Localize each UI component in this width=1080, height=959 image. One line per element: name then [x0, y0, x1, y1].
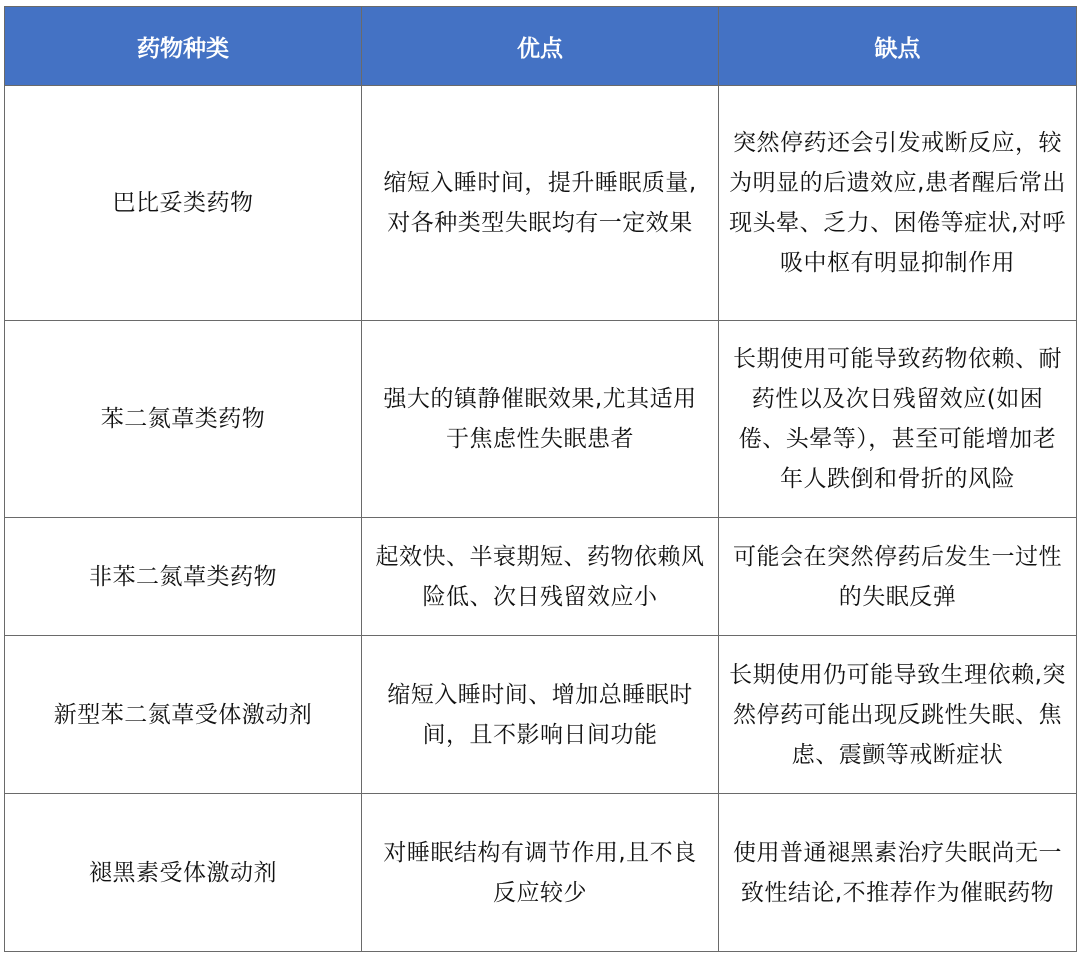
- advantages-cell: 强大的镇静催眠效果,尤其适用于焦虑性失眠患者: [362, 321, 719, 518]
- table-row: [5, 86, 1077, 321]
- disadvantages-cell: 可能会在突然停药后发生一过性的失眠反弹: [719, 518, 1077, 636]
- disadvantages-cell: 突然停药还会引发戒断反应，较为明显的后遗效应,患者醒后常出现头晕、乏力、困倦等症状,对呼吸中枢有明显抑制作用: [719, 86, 1077, 321]
- advantages-cell: 起效快、半衰期短、药物依赖风险低、次日残留效应小: [362, 518, 719, 636]
- advantages-cell: 对睡眠结构有调节作用,且不良反应较少: [362, 794, 719, 952]
- table-row: [5, 794, 1077, 952]
- drug-type-cell: 巴比妥类药物: [5, 86, 362, 321]
- disadvantages-cell: 长期使用仍可能导致生理依赖,突然停药可能出现反跳性失眠、焦虑、震颤等戒断症状: [719, 636, 1077, 794]
- drug-type-cell: 新型苯二氮䓬受体激动剂: [5, 636, 362, 794]
- drug-type-cell: 褪黑素受体激动剂: [5, 794, 362, 952]
- table-row: [5, 518, 1077, 636]
- disadvantages-cell: 长期使用可能导致药物依赖、耐药性以及次日残留效应(如困倦、头晕等），甚至可能增加老年人跌倒和骨折的风险: [719, 321, 1077, 518]
- disadvantages-cell: 使用普通褪黑素治疗失眠尚无一致性结论,不推荐作为催眠药物: [719, 794, 1077, 952]
- table-header: [5, 7, 1077, 86]
- header-advantages: 优点: [362, 7, 719, 86]
- drug-type-cell: 非苯二氮䓬类药物: [5, 518, 362, 636]
- header-drug-type: 药物种类: [5, 7, 362, 86]
- drug-type-cell: 苯二氮䓬类药物: [5, 321, 362, 518]
- table-body: [5, 86, 1077, 952]
- advantages-cell: 缩短入睡时间、增加总睡眠时间，且不影响日间功能: [362, 636, 719, 794]
- drug-comparison-table: [4, 6, 1077, 952]
- header-row: [5, 7, 1077, 86]
- table-row: [5, 321, 1077, 518]
- advantages-cell: 缩短入睡时间，提升睡眠质量,对各种类型失眠均有一定效果: [362, 86, 719, 321]
- header-disadvantages: 缺点: [719, 7, 1077, 86]
- table-row: [5, 636, 1077, 794]
